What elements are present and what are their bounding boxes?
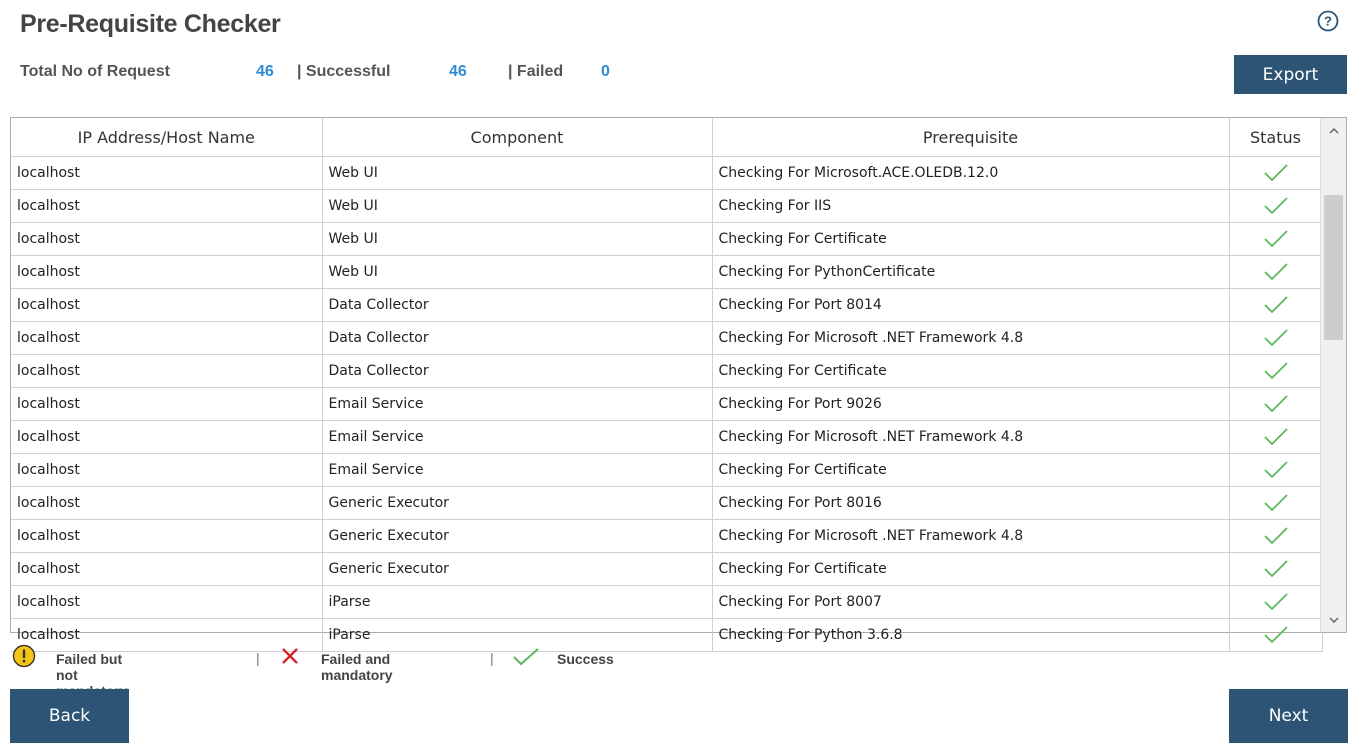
check-icon <box>1263 460 1289 480</box>
check-icon <box>1263 625 1289 645</box>
check-icon <box>1263 328 1289 348</box>
export-button[interactable]: Export <box>1234 55 1347 94</box>
vertical-scrollbar[interactable] <box>1320 118 1346 632</box>
prerequisite-cell: Checking For Python 3.6.8 <box>712 619 1229 652</box>
component-cell: Web UI <box>322 223 712 256</box>
component-cell: Data Collector <box>322 355 712 388</box>
warning-icon <box>12 644 36 668</box>
column-header-host[interactable]: IP Address/Host Name <box>11 118 322 157</box>
status-cell <box>1229 322 1322 355</box>
component-cell: Email Service <box>322 421 712 454</box>
status-cell <box>1229 586 1322 619</box>
check-icon <box>1263 592 1289 612</box>
check-icon <box>1263 361 1289 381</box>
table-row[interactable] <box>11 289 1322 322</box>
prerequisite-cell: Checking For Microsoft .NET Framework 4.8 <box>712 520 1229 553</box>
table-row[interactable] <box>11 388 1322 421</box>
component-cell: Email Service <box>322 454 712 487</box>
table-row[interactable] <box>11 487 1322 520</box>
status-cell <box>1229 487 1322 520</box>
prerequisite-cell: Checking For Microsoft .NET Framework 4.8 <box>712 421 1229 454</box>
column-header-status[interactable]: Status <box>1229 118 1322 157</box>
status-cell <box>1229 421 1322 454</box>
question-circle-icon[interactable] <box>1317 10 1339 32</box>
prerequisite-cell: Checking For Microsoft.ACE.OLEDB.12.0 <box>712 157 1229 190</box>
back-button[interactable]: Back <box>10 689 129 743</box>
status-cell <box>1229 388 1322 421</box>
host-cell: localhost <box>11 454 322 487</box>
table-row[interactable] <box>11 619 1322 652</box>
status-cell <box>1229 223 1322 256</box>
prerequisite-cell: Checking For Port 8007 <box>712 586 1229 619</box>
check-icon <box>1263 493 1289 513</box>
component-cell: Web UI <box>322 190 712 223</box>
legend-warning-label: Failed but not <box>56 651 123 683</box>
prerequisite-cell: Checking For Certificate <box>712 553 1229 586</box>
check-icon <box>1263 427 1289 447</box>
host-cell: localhost <box>11 190 322 223</box>
component-cell: Data Collector <box>322 289 712 322</box>
prerequisite-cell: Checking For PythonCertificate <box>712 256 1229 289</box>
host-cell: localhost <box>11 388 322 421</box>
host-cell: localhost <box>11 157 322 190</box>
status-cell <box>1229 619 1322 652</box>
component-cell: iParse <box>322 619 712 652</box>
prerequisite-cell: Checking For Certificate <box>712 223 1229 256</box>
component-cell: Web UI <box>322 256 712 289</box>
host-cell: localhost <box>11 223 322 256</box>
status-cell <box>1229 553 1322 586</box>
check-icon <box>1263 559 1289 579</box>
table-row[interactable] <box>11 223 1322 256</box>
host-cell: localhost <box>11 520 322 553</box>
status-cell <box>1229 454 1322 487</box>
component-cell: iParse <box>322 586 712 619</box>
host-cell: localhost <box>11 553 322 586</box>
host-cell: localhost <box>11 487 322 520</box>
prerequisite-table <box>10 117 1347 643</box>
table-row[interactable] <box>11 322 1322 355</box>
host-cell: localhost <box>11 421 322 454</box>
check-icon <box>1263 295 1289 315</box>
prerequisite-cell: Checking For Port 8016 <box>712 487 1229 520</box>
prerequisite-cell: Checking For Certificate <box>712 454 1229 487</box>
check-icon <box>1263 394 1289 414</box>
column-header-component[interactable]: Component <box>322 118 712 157</box>
status-cell <box>1229 355 1322 388</box>
failed-value: 0 <box>601 63 610 80</box>
component-cell: Generic Executor <box>322 520 712 553</box>
check-icon <box>1263 229 1289 249</box>
host-cell: localhost <box>11 586 322 619</box>
cross-icon <box>280 646 300 666</box>
legend-separator: | <box>256 650 260 666</box>
prerequisite-cell: Checking For Certificate <box>712 355 1229 388</box>
check-icon <box>1263 163 1289 183</box>
component-cell: Web UI <box>322 157 712 190</box>
table-row[interactable] <box>11 421 1322 454</box>
component-cell: Generic Executor <box>322 487 712 520</box>
check-icon <box>1263 196 1289 216</box>
table-row[interactable] <box>11 355 1322 388</box>
legend-failed-label: Failed and mandatory <box>321 651 393 683</box>
status-cell <box>1229 190 1322 223</box>
host-cell: localhost <box>11 289 322 322</box>
table-row[interactable] <box>11 256 1322 289</box>
svg-text:?: ? <box>1324 13 1332 29</box>
prerequisite-cell: Checking For Microsoft .NET Framework 4.8 <box>712 322 1229 355</box>
check-icon <box>1263 526 1289 546</box>
legend-separator: | <box>490 650 494 666</box>
prerequisite-cell: Checking For IIS <box>712 190 1229 223</box>
successful-value: 46 <box>449 63 467 80</box>
next-button[interactable]: Next <box>1229 689 1348 743</box>
host-cell: localhost <box>11 322 322 355</box>
prerequisite-cell: Checking For Port 8014 <box>712 289 1229 322</box>
column-header-prerequisite[interactable]: Prerequisite <box>712 118 1229 157</box>
prerequisite-cell: Checking For Port 9026 <box>712 388 1229 421</box>
host-cell: localhost <box>11 355 322 388</box>
status-cell <box>1229 157 1322 190</box>
component-cell: Generic Executor <box>322 553 712 586</box>
table-row[interactable] <box>11 157 1322 190</box>
total-value: 46 <box>256 63 274 80</box>
component-cell: Data Collector <box>322 322 712 355</box>
failed-label: | Failed <box>508 63 564 80</box>
host-cell: localhost <box>11 619 322 652</box>
legend-success-label: Success <box>557 651 614 667</box>
status-cell <box>1229 256 1322 289</box>
scroll-up-icon[interactable] <box>1321 120 1346 140</box>
table-row[interactable] <box>11 454 1322 487</box>
scrollbar-thumb[interactable] <box>1324 195 1343 340</box>
table-row[interactable] <box>11 553 1322 586</box>
table-row[interactable] <box>11 190 1322 223</box>
successful-label: | Successful <box>297 63 391 80</box>
status-cell <box>1229 289 1322 322</box>
host-cell: localhost <box>11 256 322 289</box>
table-row[interactable] <box>11 586 1322 619</box>
check-icon <box>512 646 540 668</box>
component-cell: Email Service <box>322 388 712 421</box>
table-row[interactable] <box>11 520 1322 553</box>
status-cell <box>1229 520 1322 553</box>
page-title: Pre-Requisite Checker <box>20 10 281 38</box>
scroll-down-icon[interactable] <box>1321 610 1346 630</box>
check-icon <box>1263 262 1289 282</box>
total-label: Total No of Request <box>20 63 170 80</box>
